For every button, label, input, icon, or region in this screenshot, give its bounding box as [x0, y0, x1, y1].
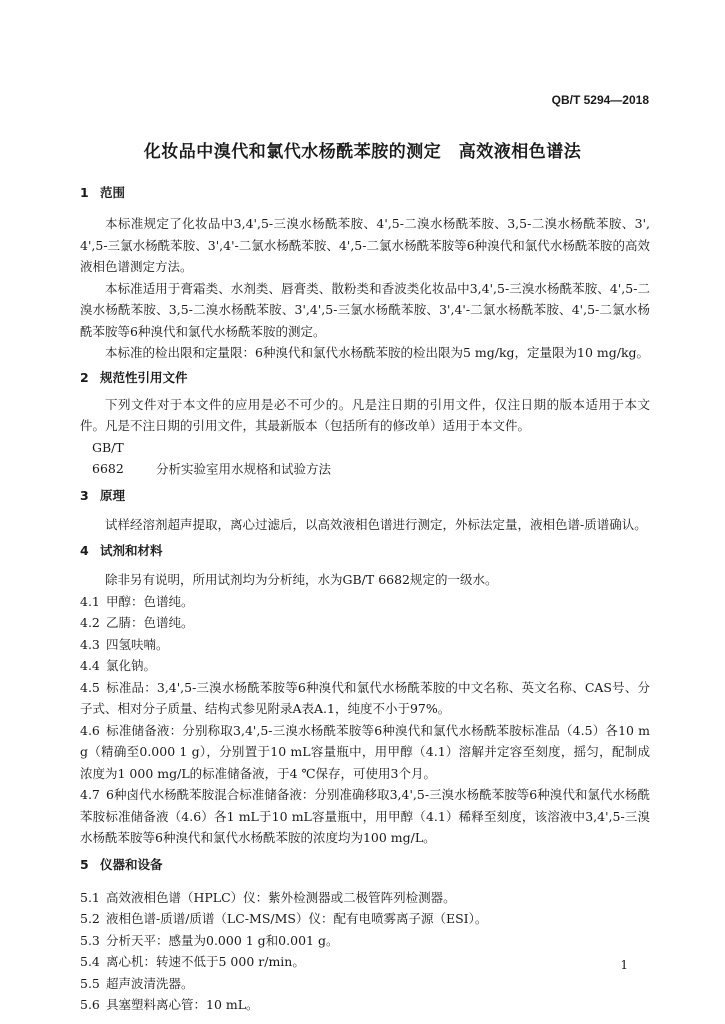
section-title: 规范性引用文件 [100, 369, 188, 385]
item-number: 5.4 [80, 954, 100, 969]
item-text: 超声波清洗器。 [106, 975, 194, 991]
item-text: 分析天平：感量为0.000 1 g和0.001 g。 [106, 932, 339, 948]
page-title: 化妆品中溴代和氯代水杨酰苯胺的测定 高效液相色谱法 [143, 142, 582, 162]
section-number: 4 [80, 543, 89, 558]
item-text: 氯化钠。 [106, 658, 157, 673]
list-item [80, 612, 650, 634]
section-number: 1 [80, 185, 89, 200]
item-number: 5.3 [80, 932, 100, 948]
section-title: 原理 [100, 487, 126, 503]
item-number: 5.6 [80, 997, 100, 1012]
item-text: 具塞塑料离心管：10 mL。 [106, 997, 259, 1012]
section-number: 2 [80, 369, 89, 385]
paragraph: 本标准适用于膏霜类、水剂类、唇膏类、散粉类和香波类化妆品中3,4',5-三溴水杨酰苯胺、4',5-二溴水杨酰苯胺、3,5-二溴水杨酰苯胺、3',4',5-三氯水杨酰苯胺、3',4'-二氯水杨酰苯胺、4',5-二氯水杨酰苯胺等6种溴代和氯代水杨酰苯胺的测定。 [80, 280, 650, 339]
list-item [80, 591, 650, 613]
section-heading-reagents [80, 541, 650, 561]
paragraph: 下列文件对于本文件的应用是必不可少的。凡是注日期的引用文件，仅注日期的版本适用于本文件。凡是不注日期的引用文件，其最新版本（包括所有的修改单）适用于本文件。 [80, 396, 650, 433]
item-number: 4.1 [80, 593, 100, 609]
standard-code: QB/T 5294—2018 [551, 93, 649, 107]
item-text: 离心机：转速不低于5 000 r/min。 [106, 954, 305, 969]
item-number: 4.3 [80, 636, 100, 652]
section-heading-normative-references [80, 368, 650, 388]
paragraph: 本标准规定了化妆品中3,4',5-三溴水杨酰苯胺、4',5-二溴水杨酰苯胺、3,5-二溴水杨酰苯胺、3',4',5-三氯水杨酰苯胺、3',4'-二氯水杨酰苯胺、4',5-二氯水杨酰苯胺等6种溴代和氯代水杨酰苯胺的高效液相色谱测定方法。 [80, 216, 650, 274]
list-item [80, 973, 650, 995]
reference-entry [80, 437, 650, 480]
paragraph: 本标准的检出限和定量限：6种溴代和氯代水杨酰苯胺的检出限为5 mg/kg，定量限为10 mg/kg。 [105, 345, 650, 360]
paragraph: 除非另有说明，所用试剂均为分析纯，水为GB/T 6682规定的一级水。 [105, 572, 498, 587]
section-heading-scope [80, 183, 650, 203]
section-number: 3 [80, 487, 89, 503]
list-item [80, 908, 650, 930]
item-number: 4.6 [80, 722, 100, 738]
item-number: 5.5 [80, 975, 100, 991]
list-item [80, 887, 650, 909]
section-title: 仪器和设备 [100, 856, 163, 872]
page-number: 1 [620, 958, 628, 972]
item-text: 标准储备液：分别称取3,4',5-三溴水杨酰苯胺等6种溴代和氯代水杨酰苯胺标准品（4.5）各10 mg（精确至0.000 1 g），分别置于10 mL容量瓶中，用甲醇（4.1）溶解并定容至刻度，摇匀，配制成浓度为1 000 mg/L的标准储备液，于4 ℃保存，可使用3个月。 [80, 722, 650, 781]
item-text: 甲醇：色谱纯。 [106, 593, 194, 609]
reference-title: 分析实验室用水规格和试验方法 [156, 461, 332, 476]
list-item [80, 677, 650, 720]
item-text: 高效液相色谱（HPLC）仪：紫外检测器或二极管阵列检测器。 [106, 889, 456, 905]
item-number: 4.4 [80, 658, 100, 673]
list-item [80, 784, 650, 849]
section-title: 试剂和材料 [100, 543, 163, 558]
item-number: 4.2 [80, 615, 100, 630]
item-text: 四氢呋喃。 [106, 636, 169, 652]
list-item [80, 994, 650, 1016]
list-item [80, 930, 650, 952]
paragraph: 试样经溶剂超声提取，离心过滤后，以高效液相色谱进行测定，外标法定量，液相色谱-质谱确认。 [105, 516, 647, 532]
item-text: 液相色谱-质谱/质谱（LC-MS/MS）仪：配有电喷雾离子源（ESI）。 [106, 911, 488, 926]
item-number: 4.7 [80, 787, 100, 802]
list-item [80, 951, 650, 973]
section-heading-principle [80, 486, 650, 506]
item-text: 标准品：3,4',5-三溴水杨酰苯胺等6种溴代和氯代水杨酰苯胺的中文名称、英文名称、CAS号、分子式、相对分子质量、结构式参见附录A表A.1，纯度不小于97%。 [80, 679, 650, 716]
item-number: 4.5 [80, 679, 100, 695]
section-title: 范围 [100, 185, 126, 200]
item-number: 5.2 [80, 911, 100, 926]
reference-code: GB/T 6682 [92, 439, 124, 476]
list-item [80, 634, 650, 656]
document-body [80, 183, 650, 1016]
list-item [80, 720, 650, 785]
item-text: 乙腈：色谱纯。 [106, 615, 194, 630]
section-number: 5 [80, 856, 89, 872]
item-number: 5.1 [80, 889, 100, 905]
list-item [80, 655, 650, 677]
section-heading-apparatus [80, 855, 650, 875]
item-text: 6种卤代水杨酰苯胺混合标准储备液：分别准确移取3,4',5-三溴水杨酰苯胺等6种溴代和氯代水杨酰苯胺标准储备液（4.6）各1 mL于10 mL容量瓶中，用甲醇（4.1）稀释至刻度，该溶液中3,4',5-三溴水杨酰苯胺等6种溴代和氯代水杨酰苯胺的浓度均为100 mg/L。 [80, 787, 650, 845]
